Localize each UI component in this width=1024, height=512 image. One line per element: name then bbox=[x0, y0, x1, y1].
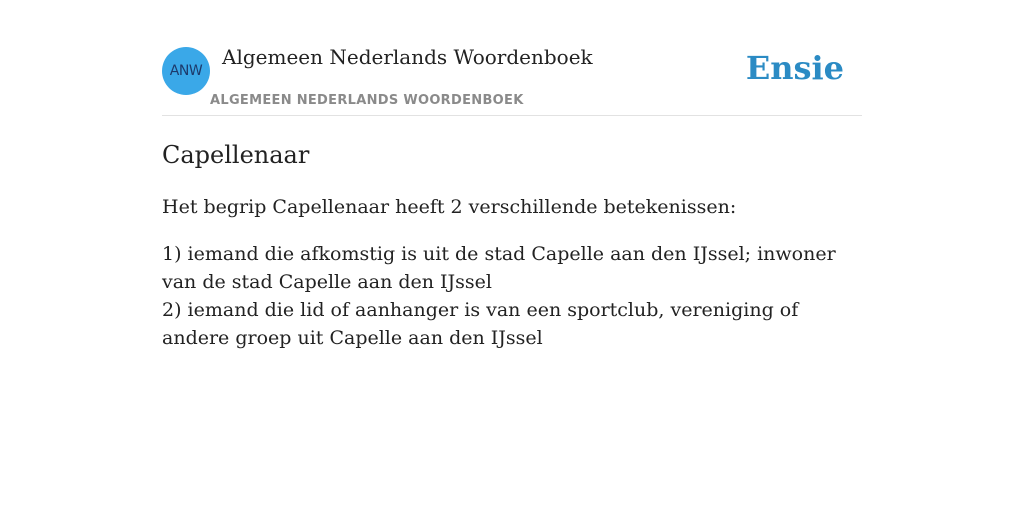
ensie-brand-logo[interactable]: Ensie bbox=[745, 49, 844, 87]
entry-intro: Het begrip Capellenaar heeft 2 verschillende betekenissen: bbox=[162, 196, 737, 218]
site-subtitle: ALGEMEEN NEDERLANDS WOORDENBOEK bbox=[210, 93, 524, 108]
anw-logo-icon[interactable] bbox=[162, 47, 210, 95]
definition-item: 1) iemand die afkomstig is uit de stad Capelle aan den IJssel; inwoner van de stad Capelle aan den IJssel bbox=[162, 243, 836, 293]
logo-text: ANW bbox=[169, 63, 203, 79]
entry-title: Capellenaar bbox=[162, 141, 310, 169]
content-container bbox=[162, 0, 862, 352]
definition-item: 2) iemand die lid of aanhanger is van een sportclub, vereniging of andere groep uit Capelle aan den IJssel bbox=[162, 299, 799, 349]
header bbox=[162, 0, 862, 116]
definition-list bbox=[162, 240, 862, 352]
site-title[interactable]: Algemeen Nederlands Woordenboek bbox=[222, 45, 593, 69]
